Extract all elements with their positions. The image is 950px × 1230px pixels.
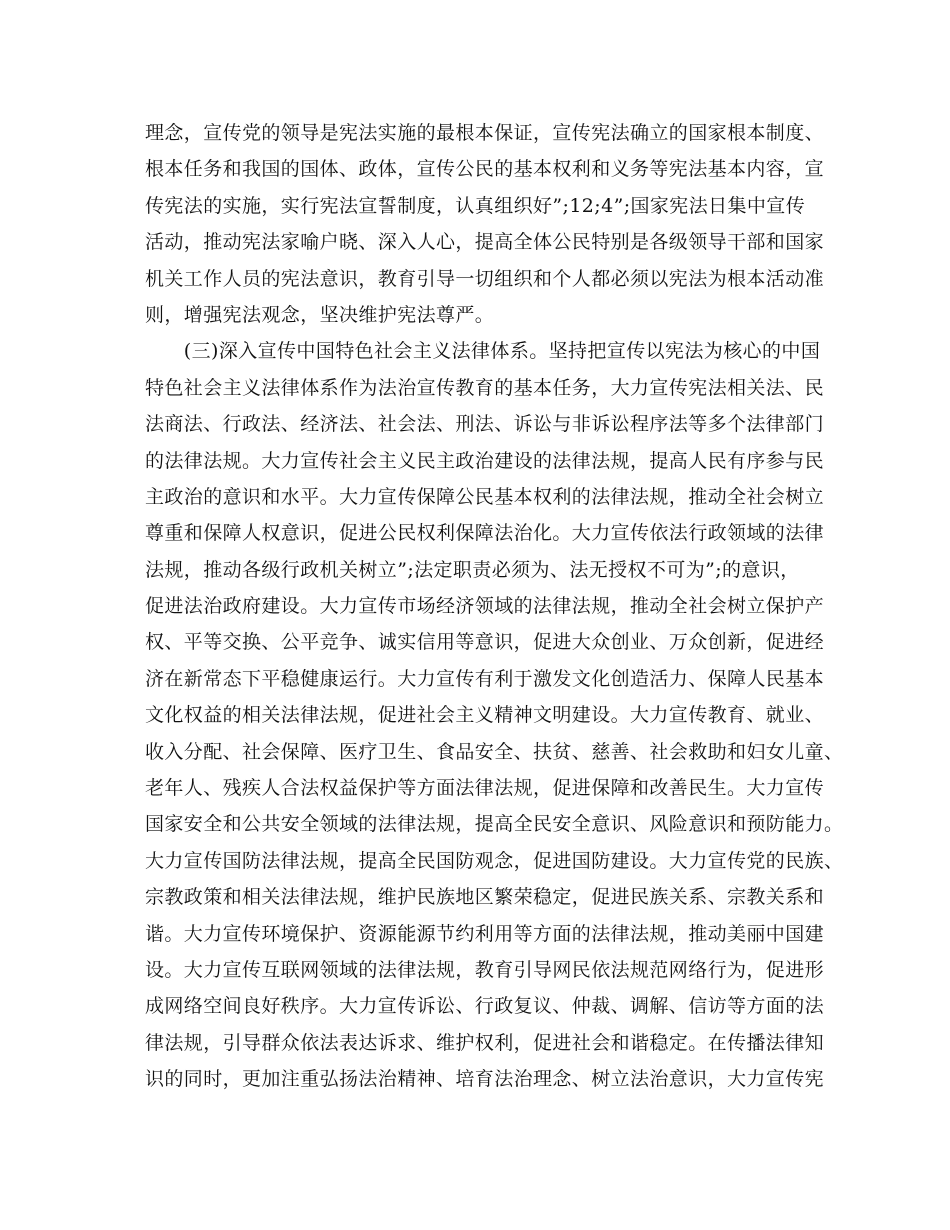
- text-line: 律法规，引导群众依法表达诉求、维护权利，促进社会和谐稳定。在传播法律知: [145, 1031, 825, 1054]
- text-line: 法规，推动各级行政机关树立”;法定职责必须为、法无授权不可为”;的意识，: [145, 558, 800, 581]
- text-line: 谐。大力宣传环境保护、资源能源节约利用等方面的法律法规，推动美丽中国建: [145, 922, 825, 945]
- text-line: 根本任务和我国的国体、政体，宣传公民的基本权利和义务等宪法基本内容，宣: [145, 158, 825, 181]
- text-line: 设。大力宣传互联网领域的法律法规，教育引导网民依法规范网络行为，促进形: [145, 958, 825, 981]
- body-text: [145, 115, 844, 1098]
- text-line: 宗教政策和相关法律法规，维护民族地区繁荣稳定，促进民族关系、宗教关系和: [145, 886, 825, 909]
- text-line: 文化权益的相关法律法规，促进社会主义精神文明建设。大力宣传教育、就业、: [145, 704, 825, 727]
- text-line: 主政治的意识和水平。大力宣传保障公民基本权利的法律法规，推动全社会树立: [145, 485, 825, 508]
- text-line: 法商法、行政法、经济法、社会法、刑法、诉讼与非诉讼程序法等多个法律部门: [145, 413, 825, 436]
- text-line: 济在新常态下平稳健康运行。大力宣传有利于激发文化创造活力、保障人民基本: [145, 667, 825, 690]
- text-line: 特色社会主义法律体系作为法治宣传教育的基本任务，大力宣传宪法相关法、民: [145, 376, 825, 399]
- text-line: 传宪法的实施，实行宪法宣誓制度，认真组织好”;12;4”;国家宪法日集中宣传: [145, 194, 806, 217]
- section-heading-line: (三)深入宣传中国特色社会主义法律体系。坚持把宣传以宪法为核心的中国: [145, 340, 821, 363]
- text-line: 活动，推动宪法家喻户晓、深入人心，提高全体公民特别是各级领导干部和国家: [145, 231, 825, 254]
- text-line: 机关工作人员的宪法意识，教育引导一切组织和个人都必须以宪法为根本活动准: [145, 267, 825, 290]
- text-line: 理念，宣传党的领导是宪法实施的最根本保证，宣传宪法确立的国家根本制度、: [145, 122, 825, 144]
- text-line: 大力宣传国防法律法规，提高全民国防观念，促进国防建设。大力宣传党的民族、: [145, 849, 844, 872]
- text-line: 尊重和保障人权意识，促进公民权利保障法治化。大力宣传依法行政领域的法律: [145, 522, 825, 545]
- text-line: 收入分配、社会保障、医疗卫生、食品安全、扶贫、慈善、社会救助和妇女儿童、: [145, 740, 844, 763]
- text-line: 促进法治政府建设。大力宣传市场经济领域的法律法规，推动全社会树立保护产: [145, 595, 825, 618]
- text-line: 的法律法规。大力宣传社会主义民主政治建设的法律法规，提高人民有序参与民: [145, 449, 825, 472]
- text-line: 老年人、残疾人合法权益保护等方面法律法规，促进保障和改善民生。大力宣传: [145, 777, 825, 800]
- text-line: 权、平等交换、公平竞争、诚实信用等意识，促进大众创业、万众创新，促进经: [145, 631, 825, 654]
- text-line: 则，增强宪法观念，坚决维护宪法尊严。: [145, 303, 495, 326]
- text-line: 国家安全和公共安全领域的法律法规，提高全民安全意识、风险意识和预防能力。: [145, 813, 844, 836]
- text-line: 识的同时，更加注重弘扬法治精神、培育法治理念、树立法治意识，大力宣传宪: [145, 1068, 825, 1091]
- text-line: 成网络空间良好秩序。大力宣传诉讼、行政复议、仲裁、调解、信访等方面的法: [145, 995, 825, 1018]
